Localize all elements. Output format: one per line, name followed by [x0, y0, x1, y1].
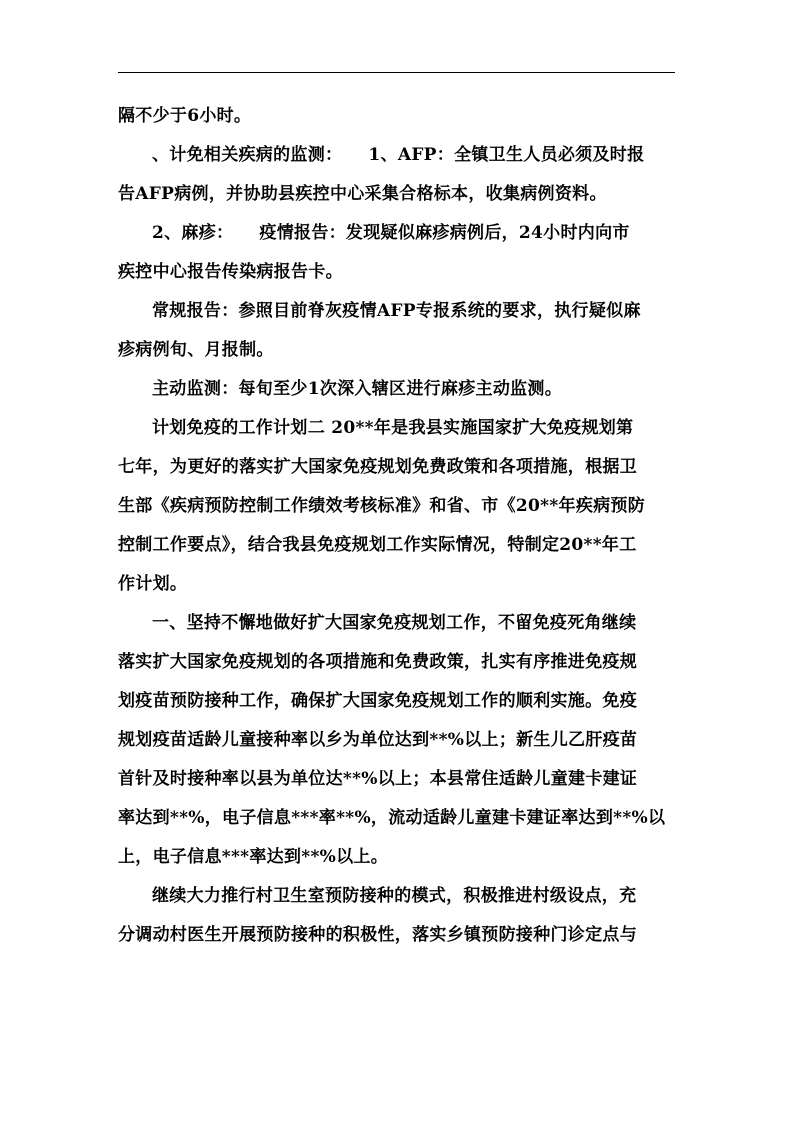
text-line: 计划免疫的工作计划二 20**年是我县实施国家扩大免疫规划第 [152, 418, 634, 438]
text-line: 告AFP病例，并协助县疾控中心采集合格标本，收集病例资料。 [118, 184, 607, 204]
text-line: 继续大力推行村卫生室预防接种的模式，积极推进村级设点，充 [152, 886, 637, 906]
text-line: 、计免相关疾病的监测： 1、AFP：全镇卫生人员必须及时报 [152, 145, 645, 165]
text-line: 疹病例旬、月报制。 [118, 340, 274, 360]
text-line: 生部《疾病预防控制工作绩效考核标准》和省、市《20**年疾病预防 [118, 496, 646, 516]
header-rule [118, 72, 675, 73]
text-line: 常规报告：参照目前脊灰疫情AFP专报系统的要求，执行疑似麻 [152, 301, 641, 321]
text-line: 规划疫苗适龄儿童接种率以乡为单位达到**%以上；新生儿乙肝疫苗 [118, 730, 638, 750]
document-body [118, 97, 678, 955]
text-line: 划疫苗预防接种工作，确保扩大国家免疫规划工作的顺利实施。免疫 [118, 691, 637, 711]
text-line: 七年，为更好的落实扩大国家免疫规划免费政策和各项措施，根据卫 [118, 457, 637, 477]
text-line: 首针及时接种率以县为单位达**%以上；本县常住适龄儿童建卡建证 [118, 769, 638, 789]
text-line: 分调动村医生开展预防接种的积极性，落实乡镇预防接种门诊定点与 [118, 925, 637, 945]
text-line: 隔不少于6小时。 [118, 106, 252, 126]
text-line: 落实扩大国家免疫规划的各项措施和免费政策，扎实有序推进免疫规 [118, 652, 637, 672]
text-line: 控制工作要点》，结合我县免疫规划工作实际情况，特制定20**年工 [118, 535, 637, 555]
text-line: 上，电子信息***率达到**%以上。 [118, 847, 389, 867]
text-line: 主动监测：每旬至少1次深入辖区进行麻疹主动监测。 [152, 379, 563, 399]
text-line: 疾控中心报告传染病报告卡。 [118, 262, 343, 282]
text-line: 率达到**%，电子信息***率**%，流动适龄儿童建卡建证率达到**%以 [118, 808, 666, 828]
text-line: 2、麻疹： 疫情报告：发现疑似麻疹病例后，24小时内向市 [152, 223, 630, 243]
text-line: 作计划。 [118, 574, 188, 594]
text-line: 一、坚持不懈地做好扩大国家免疫规划工作，不留免疫死角继续 [152, 613, 637, 633]
